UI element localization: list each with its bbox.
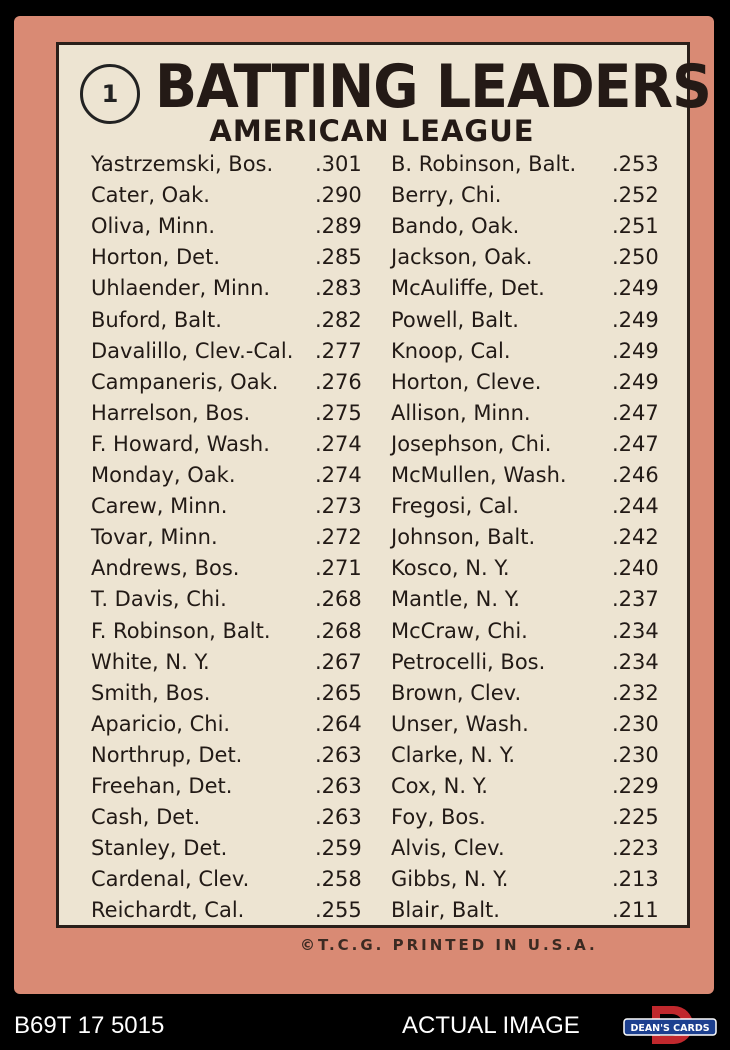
player-name-left: F. Howard, Wash. [91, 431, 270, 456]
player-name-right: Alvis, Clev. [391, 836, 505, 861]
batting-average-left: .275 [315, 400, 362, 425]
batting-average-left: .274 [315, 463, 362, 487]
leaders-row [0, 650, 730, 681]
batting-average-right: .250 [612, 245, 659, 270]
player-name-left: Stanley, Det. [91, 836, 228, 861]
player-name-left: Yastrzemski, Bos. [91, 152, 274, 176]
player-name-left: Cater, Oak. [91, 183, 210, 208]
leaders-row [0, 619, 730, 650]
leaders-row [0, 432, 730, 463]
player-name-right: Petrocelli, Bos. [391, 649, 546, 674]
batting-average-right: .237 [612, 587, 659, 612]
batting-average-right: .247 [612, 400, 659, 425]
player-name-left: Monday, Oak. [91, 463, 236, 487]
player-name-right: McMullen, Wash. [391, 463, 567, 487]
leaders-row [0, 556, 730, 587]
batting-average-right: .252 [612, 183, 659, 208]
batting-average-right: .232 [612, 680, 659, 705]
leaders-row [0, 183, 730, 214]
player-name-left: White, N. Y. [91, 649, 210, 674]
batting-average-right: .251 [612, 214, 659, 239]
batting-average-left: .259 [315, 836, 362, 861]
player-name-right: Gibbs, N. Y. [391, 867, 509, 892]
batting-average-right: .242 [612, 525, 659, 550]
player-name-right: Mantle, N. Y. [391, 587, 520, 612]
batting-average-left: .273 [315, 494, 362, 519]
player-name-left: T. Davis, Chi. [91, 587, 227, 612]
player-name-left: Andrews, Bos. [91, 556, 240, 581]
player-name-right: Jackson, Oak. [391, 245, 533, 270]
player-name-left: Buford, Balt. [91, 307, 222, 332]
leaders-row [0, 214, 730, 245]
player-name-left: Tovar, Minn. [91, 525, 218, 550]
leaders-row [0, 245, 730, 276]
player-name-right: Josephson, Chi. [391, 431, 552, 456]
player-name-right: McCraw, Chi. [391, 618, 528, 643]
player-name-left: Aparicio, Chi. [91, 711, 231, 736]
batting-average-right: .213 [612, 867, 659, 892]
batting-average-left: .274 [315, 431, 362, 456]
logo-text: DEAN'S CARDS [630, 1023, 710, 1034]
batting-average-right: .253 [612, 152, 659, 176]
batting-average-right: .249 [612, 369, 659, 394]
batting-average-right: .230 [612, 711, 659, 736]
leaders-row [0, 712, 730, 743]
batting-average-left: .255 [315, 898, 362, 923]
batting-average-right: .246 [612, 463, 659, 487]
player-name-left: Reichardt, Cal. [91, 898, 245, 923]
player-name-left: Cash, Det. [91, 805, 201, 830]
batting-average-right: .229 [612, 774, 659, 798]
player-name-right: Allison, Minn. [391, 400, 531, 425]
player-name-right: Fregosi, Cal. [391, 494, 519, 519]
batting-average-right: .230 [612, 742, 659, 767]
player-name-right: Powell, Balt. [391, 307, 519, 332]
player-name-right: Bando, Oak. [391, 214, 520, 239]
copyright-footer: ©T.C.G. PRINTED IN U.S.A. [300, 936, 598, 954]
leaders-row [0, 370, 730, 401]
leaders-row [0, 805, 730, 836]
batting-average-left: .283 [315, 276, 362, 301]
batting-average-left: .265 [315, 680, 362, 705]
batting-average-left: .272 [315, 525, 362, 550]
batting-average-right: .211 [612, 898, 659, 923]
batting-average-left: .268 [315, 618, 362, 643]
batting-average-right: .234 [612, 618, 659, 643]
leaders-row [0, 587, 730, 618]
batting-average-left: .282 [315, 307, 362, 332]
player-name-left: Harrelson, Bos. [91, 400, 251, 425]
batting-average-right: .240 [612, 556, 659, 581]
player-name-right: Foy, Bos. [391, 805, 486, 830]
batting-average-left: .301 [315, 152, 362, 176]
leaders-row [0, 152, 730, 183]
batting-average-right: .244 [612, 494, 659, 519]
card-number: 1 [101, 80, 119, 108]
leaders-row [0, 774, 730, 805]
batting-average-right: .225 [612, 805, 659, 830]
player-name-left: F. Robinson, Balt. [91, 618, 271, 643]
leaders-row [0, 867, 730, 898]
batting-average-left: .290 [315, 183, 362, 208]
batting-average-right: .234 [612, 649, 659, 674]
player-name-left: Freehan, Det. [91, 774, 233, 798]
player-name-left: Cardenal, Clev. [91, 867, 250, 892]
leaders-row [0, 898, 730, 929]
batting-average-left: .289 [315, 214, 362, 239]
card-title: BATTING LEADERS [155, 52, 711, 122]
player-name-left: Uhlaender, Minn. [91, 276, 271, 301]
batting-average-left: .277 [315, 338, 362, 363]
player-name-left: Carew, Minn. [91, 494, 228, 519]
batting-average-right: .223 [612, 836, 659, 861]
player-name-right: B. Robinson, Balt. [391, 152, 577, 176]
player-name-right: Cox, N. Y. [391, 774, 488, 798]
player-name-left: Horton, Det. [91, 245, 221, 270]
deans-cards-logo [622, 1004, 718, 1046]
player-name-right: Horton, Cleve. [391, 369, 542, 394]
batting-average-left: .263 [315, 742, 362, 767]
batting-average-left: .268 [315, 587, 362, 612]
player-name-left: Davalillo, Clev.-Cal. [91, 338, 294, 363]
player-name-left: Northrup, Det. [91, 742, 243, 767]
leaders-row [0, 339, 730, 370]
batting-average-left: .271 [315, 556, 362, 581]
batting-average-left: .263 [315, 805, 362, 830]
player-name-left: Smith, Bos. [91, 680, 211, 705]
player-name-right: Clarke, N. Y. [391, 742, 515, 767]
leaders-row [0, 276, 730, 307]
leaders-row [0, 401, 730, 432]
leaders-row [0, 463, 730, 494]
leaders-row [0, 836, 730, 867]
card-subtitle: AMERICAN LEAGUE [209, 114, 535, 148]
batting-average-left: .263 [315, 774, 362, 798]
player-name-right: Unser, Wash. [391, 711, 529, 736]
player-name-left: Campaneris, Oak. [91, 369, 279, 394]
leaders-row [0, 494, 730, 525]
player-name-right: McAuliffe, Det. [391, 276, 545, 301]
player-name-right: Johnson, Balt. [391, 525, 536, 550]
player-name-right: Berry, Chi. [391, 183, 502, 208]
player-name-right: Kosco, N. Y. [391, 556, 510, 581]
batting-average-right: .247 [612, 431, 659, 456]
batting-average-left: .285 [315, 245, 362, 270]
batting-average-right: .249 [612, 338, 659, 363]
batting-average-right: .249 [612, 276, 659, 301]
player-name-right: Blair, Balt. [391, 898, 500, 923]
inventory-code: B69T 17 5015 [14, 1012, 165, 1039]
leaders-row [0, 308, 730, 339]
player-name-right: Knoop, Cal. [391, 338, 511, 363]
player-name-right: Brown, Clev. [391, 680, 522, 705]
batting-average-left: .276 [315, 369, 362, 394]
leaders-row [0, 681, 730, 712]
batting-average-left: .264 [315, 711, 362, 736]
leaders-row [0, 525, 730, 556]
leaders-row [0, 743, 730, 774]
player-name-left: Oliva, Minn. [91, 214, 216, 239]
batting-average-right: .249 [612, 307, 659, 332]
batting-average-left: .258 [315, 867, 362, 892]
batting-average-left: .267 [315, 649, 362, 674]
actual-image-label: ACTUAL IMAGE [402, 1012, 580, 1039]
